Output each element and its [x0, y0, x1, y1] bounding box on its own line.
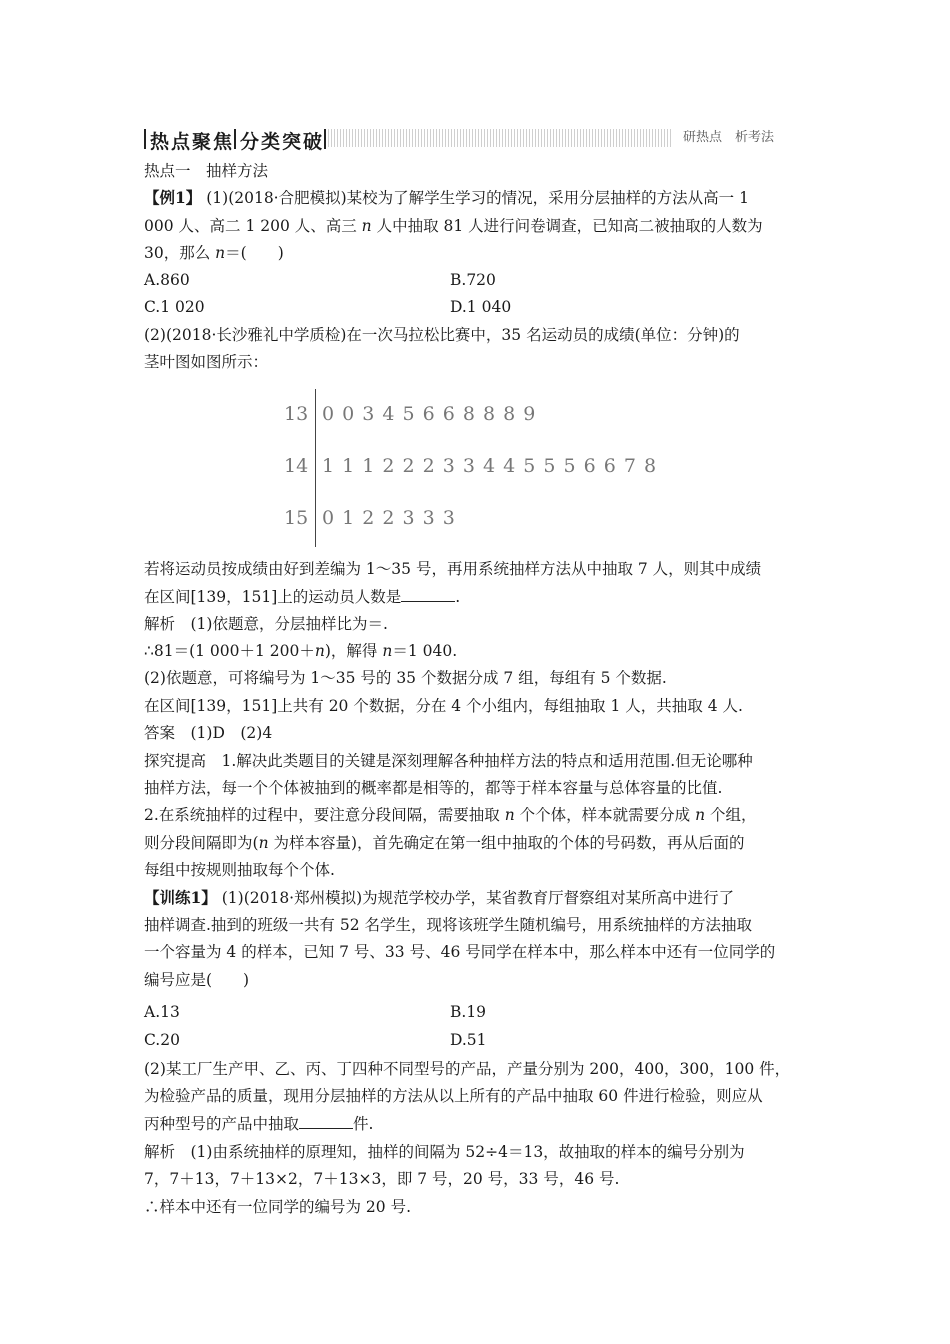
section-title: 热点一 抽样方法 [144, 162, 269, 180]
example-line [144, 242, 284, 264]
training-text: 抽样调查.抽到的班级一共有 52 名学生，现将该班学生随机编号，用系统抽样的方法抽取 [144, 916, 753, 934]
banner-title-left: 热点聚焦 [150, 131, 235, 153]
training-part2: 为检验产品的质量，现用分层抽样的方法从以上所有的产品中抽取 60 件进行检验，则应从 [144, 1087, 763, 1105]
banner-subtitle: 研热点 析考法 [673, 129, 784, 147]
text: 丙种型号的产品中抽取 [144, 1115, 300, 1133]
leaves-15: 0 1 2 2 3 3 3 [322, 507, 456, 529]
variable-n: n [695, 806, 706, 824]
text: 个组， [705, 806, 757, 824]
answer-blank [401, 587, 455, 602]
banner-divider [234, 129, 236, 149]
example-line [144, 215, 763, 237]
text: 2.在系统抽样的过程中，要注意分段间隔，需要抽取 [144, 806, 505, 824]
stem-14: 14 [284, 455, 309, 477]
text: 在区间[139，151]上的运动员人数是 [144, 588, 402, 606]
text: . [455, 588, 461, 606]
option-a: A.860 [144, 271, 190, 289]
training-text: 一个容量为 4 的样本，已知 7 号、33 号、46 号同学在样本中，那么样本中还有一位同学的 [144, 943, 776, 961]
explore-text: 抽样方法，每一个个体被抽到的概率都是相等的，都等于样本容量与总体容量的比值. [144, 779, 723, 797]
section-banner [144, 126, 784, 152]
leaves-13: 0 0 3 4 5 6 6 8 8 8 9 [322, 403, 537, 425]
variable-n: n [258, 834, 269, 852]
banner-divider [324, 129, 326, 149]
stem-13: 13 [284, 403, 309, 425]
text: 人中抽取 81 人进行问卷调查，已知高二被抽取的人数为 [371, 217, 763, 235]
training-tag: 【训练1】 [144, 888, 217, 907]
training-solution: 7，7＋13，7＋13×2，7＋13×3，即 7 号，20 号，33 号，46 号. [144, 1170, 620, 1188]
text: ＝1 040. [392, 642, 458, 660]
answer-blank [299, 1114, 353, 1129]
text: ∴81＝(1 000＋1 200＋ [144, 642, 315, 660]
option-a: A.13 [144, 1003, 180, 1021]
banner-divider [144, 129, 146, 149]
variable-n: n [382, 642, 393, 660]
training-text: (1)(2018·郑州模拟)为规范学校办学，某省教育厅督察组对某所高中进行了 [221, 889, 735, 907]
training-part2: (2)某工厂生产甲、乙、丙、丁四种不同型号的产品，产量分别为 200，400，300，100 件， [144, 1060, 791, 1078]
example-tag: 【例1】 [144, 188, 202, 207]
variable-n: n [361, 217, 372, 235]
text: 为样本容量)，首先确定在第一组中抽取的个体的号码数，再从后面的 [268, 834, 745, 852]
solution-text: (2)依题意，可将编号为 1～35 号的 35 个数据分成 7 组，每组有 5 个数据. [144, 669, 667, 687]
option-d: D.1 040 [450, 298, 512, 316]
option-c: C.1 020 [144, 298, 205, 316]
explore-text [144, 804, 756, 826]
training-solution: ∴样本中还有一位同学的编号为 20 号. [144, 1198, 412, 1216]
example-text: (1)(2018·合肥模拟)某校为了解学生学习的情况，采用分层抽样的方法从高一 1 [206, 189, 749, 207]
part2-text: 茎叶图如图所示： [144, 353, 269, 371]
leaves-14: 1 1 1 2 2 2 3 3 4 4 5 5 5 6 6 7 8 [322, 455, 658, 477]
text: )，解得 [324, 642, 383, 660]
part2-text: (2)(2018·长沙雅礼中学质检)在一次马拉松比赛中，35 名运动员的成绩(单位：分钟)的 [144, 326, 740, 344]
variable-n: n [215, 244, 226, 262]
stem-leaf-divider [315, 389, 316, 547]
training-solution: 解析 (1)由系统抽样的原理知，抽样的间隔为 52÷4＝13，故抽取的样本的编号分别为 [144, 1143, 745, 1161]
solution-text: 在区间[139，151]上共有 20 个数据，分在 4 个小组内，每组抽取 1 人，共抽取 4 人. [144, 697, 743, 715]
variable-n: n [504, 806, 515, 824]
stem-15: 15 [284, 507, 309, 529]
option-c: C.20 [144, 1031, 180, 1049]
banner-title-right: 分类突破 [240, 131, 325, 153]
question-text [144, 586, 460, 608]
answer-text: 答案 (1)D (2)4 [144, 724, 273, 742]
explore-text: 探究提高 1.解决此类题目的关键是深刻理解各种抽样方法的特点和适用范围.但无论哪种 [144, 752, 753, 770]
training-line [144, 887, 734, 909]
explore-text [144, 832, 745, 854]
training-text: 编号应是( ) [144, 971, 250, 989]
question-text: 若将运动员按成绩由好到差编为 1～35 号，再用系统抽样方法从中抽取 7 人，则其中成绩 [144, 560, 762, 578]
explore-text: 每组中按规则抽取每个个体. [144, 861, 335, 879]
training-part2 [144, 1113, 373, 1135]
example-line [144, 187, 749, 209]
text: 个个体，样本就需要分成 [514, 806, 696, 824]
option-b: B.720 [450, 271, 496, 289]
text: ＝( ) [225, 244, 284, 262]
text: 件. [353, 1115, 374, 1133]
variable-n: n [314, 642, 325, 660]
text: 30，那么 [144, 244, 216, 262]
option-d: D.51 [450, 1031, 487, 1049]
solution-text [144, 640, 457, 662]
solution-text: 解析 (1)依题意，分层抽样比为＝. [144, 615, 388, 633]
option-b: B.19 [450, 1003, 487, 1021]
text: 则分段间隔即为( [144, 834, 259, 852]
text: 000 人、高二 1 200 人、高三 [144, 217, 362, 235]
